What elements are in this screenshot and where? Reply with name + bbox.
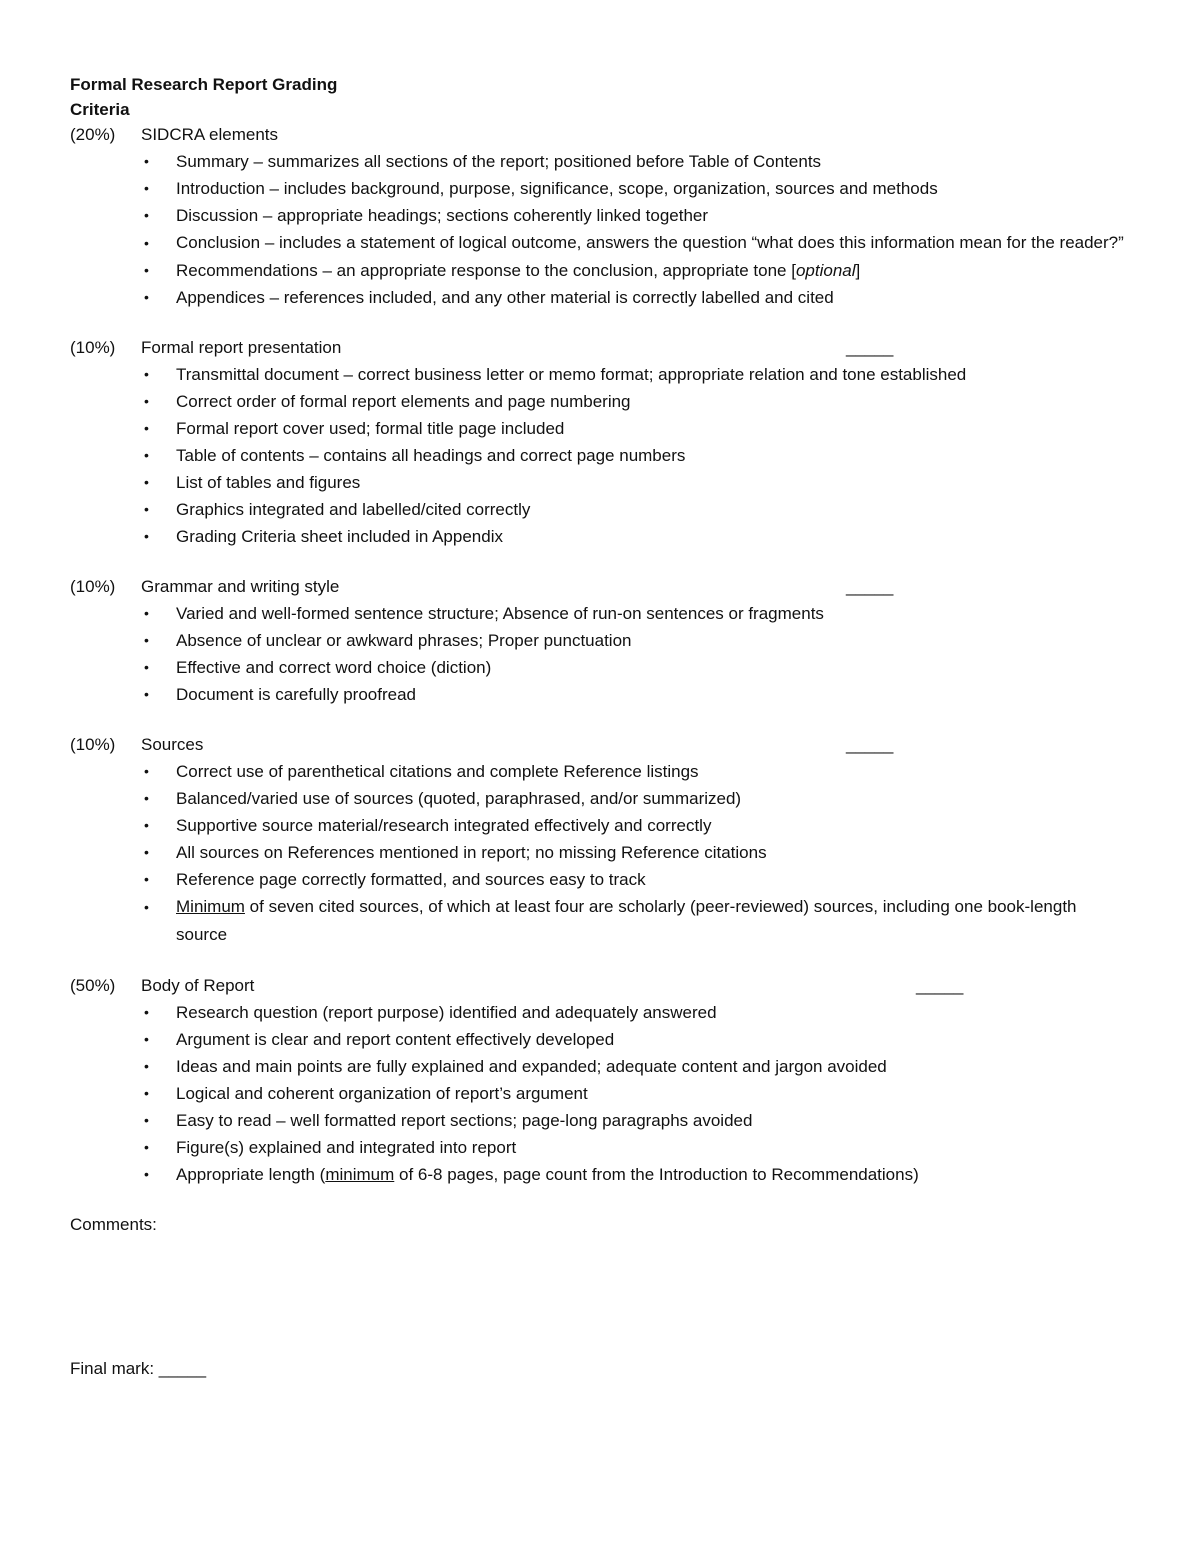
criteria-item [70, 1107, 1130, 1134]
section-header [70, 973, 1130, 999]
criteria-item [70, 999, 1130, 1026]
criteria-item [70, 442, 1130, 469]
section-weight: (10%) [70, 735, 116, 754]
section-body-of-report [70, 973, 1130, 1188]
bullet-icon: • [144, 686, 149, 702]
criteria-list [70, 361, 1130, 550]
criteria-item-text: Summary – summarizes all sections of the report; positioned before Table of Contents [176, 152, 822, 171]
document-title-line-1: Formal Research Report Grading [70, 75, 338, 94]
criteria-item-text: Logical and coherent organization of report’s argument [176, 1084, 588, 1103]
bullet-icon: • [144, 1112, 149, 1128]
bullet-icon: • [144, 393, 149, 409]
criteria-item-text: Research question (report purpose) identified and adequately answered [176, 1003, 717, 1022]
section-gap [70, 1188, 1130, 1212]
score-blank: _____ [846, 577, 894, 596]
section-gap [70, 311, 1130, 335]
criteria-item [70, 1080, 1130, 1107]
criteria-item [70, 1026, 1130, 1053]
criteria-item [70, 284, 1130, 311]
bullet-icon: • [144, 207, 149, 223]
criteria-item [70, 866, 1130, 893]
minimum-underlined-text: Minimum [176, 897, 245, 916]
bullet-icon: • [144, 1139, 149, 1155]
criteria-item [70, 785, 1130, 812]
bullet-icon: • [144, 1004, 149, 1020]
minimum-underlined-text: minimum [325, 1165, 395, 1184]
bullet-icon: • [144, 262, 149, 278]
criteria-item-text: Document is carefully proofread [176, 685, 417, 704]
criteria-item-text: Argument is clear and report content effectively developed [176, 1030, 615, 1049]
criteria-item-text: Grading Criteria sheet included in Appendix [176, 527, 503, 546]
score-blank: _____ [846, 338, 894, 357]
section-title: Formal report presentation [141, 338, 342, 357]
criteria-list [70, 600, 1130, 708]
criteria-item-text: Discussion – appropriate headings; sections coherently linked together [176, 206, 709, 225]
section-header [70, 335, 1130, 361]
criteria-item-text: Correct order of formal report elements and page numbering [176, 392, 631, 411]
criteria-item [70, 681, 1130, 708]
section-title: SIDCRA elements [141, 125, 278, 144]
criteria-item-text: Transmittal document – correct business letter or memo format; appropriate relation and tone established [176, 365, 967, 384]
bullet-icon: • [144, 1166, 149, 1182]
section-gap [70, 949, 1130, 973]
criteria-item [70, 627, 1130, 654]
criteria-item-text: Figure(s) explained and integrated into report [176, 1138, 517, 1157]
comments-label: Comments: [70, 1215, 157, 1234]
criteria-item [70, 202, 1130, 229]
criteria-item-text: Graphics integrated and labelled/cited correctly [176, 500, 531, 519]
criteria-item-text: Ideas and main points are fully explained and expanded; adequate content and jargon avoided [176, 1057, 887, 1076]
criteria-item [70, 758, 1130, 785]
bullet-icon: • [144, 1085, 149, 1101]
criteria-item [70, 361, 1130, 388]
final-mark-label: Final mark: _____ [70, 1359, 207, 1378]
criteria-item-text-end: of 6-8 pages, page count from the Introduction to Recommendations) [394, 1165, 919, 1184]
bullet-icon: • [144, 180, 149, 196]
bullet-icon: • [144, 289, 149, 305]
section-weight: (50%) [70, 976, 116, 995]
criteria-list [70, 999, 1130, 1188]
bullet-icon: • [144, 659, 149, 675]
criteria-item-text: Absence of unclear or awkward phrases; Proper punctuation [176, 631, 632, 650]
criteria-item [70, 1053, 1130, 1080]
criteria-item [70, 148, 1130, 175]
criteria-item [70, 523, 1130, 550]
criteria-item [70, 1161, 1130, 1188]
bullet-icon: • [144, 1058, 149, 1074]
bullet-icon: • [144, 528, 149, 544]
criteria-item-text: All sources on References mentioned in report; no missing Reference citations [176, 843, 767, 862]
bullet-icon: • [144, 605, 149, 621]
bullet-icon: • [144, 817, 149, 833]
criteria-item-text: Recommendations – an appropriate response to the conclusion, appropriate tone [ [176, 261, 796, 280]
section-title: Body of Report [141, 976, 255, 995]
bullet-icon: • [144, 447, 149, 463]
criteria-item-text: Reference page correctly formatted, and sources easy to track [176, 870, 646, 889]
criteria-item [70, 893, 1130, 949]
section-title: Grammar and writing style [141, 577, 340, 596]
criteria-item-text: Correct use of parenthetical citations and complete Reference listings [176, 762, 699, 781]
bullet-icon: • [144, 420, 149, 436]
grading-criteria-page [70, 72, 1130, 1238]
criteria-item [70, 600, 1130, 627]
criteria-item [70, 175, 1130, 202]
bullet-icon: • [144, 235, 149, 251]
score-blank: _____ [846, 735, 894, 754]
criteria-list [70, 148, 1130, 311]
bullet-icon: • [144, 1031, 149, 1047]
criteria-item-text: Appendices – references included, and any other material is correctly labelled and cited [176, 288, 834, 307]
criteria-item-text: Formal report cover used; formal title page included [176, 419, 565, 438]
section-gap [70, 708, 1130, 732]
criteria-item-text: Conclusion – includes a statement of logical outcome, answers the question “what does this information mean for the reader?” [176, 233, 1124, 252]
document-title-line-2: Criteria [70, 100, 130, 119]
bullet-icon: • [144, 763, 149, 779]
criteria-item-text: Easy to read – well formatted report sections; page-long paragraphs avoided [176, 1111, 753, 1130]
bullet-icon: • [144, 790, 149, 806]
section-weight: (20%) [70, 125, 116, 144]
optional-italic-text: optional [795, 261, 856, 280]
bullet-icon: • [144, 153, 149, 169]
criteria-item [70, 496, 1130, 523]
section-weight: (10%) [70, 577, 116, 596]
criteria-item-text-end: ] [855, 261, 861, 280]
criteria-item-text: of seven cited sources, of which at least four are scholarly (peer-reviewed) sources, including one book-length source [176, 897, 1077, 944]
criteria-item [70, 388, 1130, 415]
score-blank: _____ [916, 976, 964, 995]
section-header [70, 732, 1130, 758]
section-grammar-writing-style [70, 574, 1130, 708]
criteria-item [70, 229, 1130, 257]
bullet-icon: • [144, 474, 149, 490]
section-formal-report-presentation [70, 335, 1130, 550]
bullet-icon: • [144, 899, 149, 915]
criteria-item [70, 1134, 1130, 1161]
section-gap [70, 550, 1130, 574]
criteria-item-text: Supportive source material/research integrated effectively and correctly [176, 816, 712, 835]
criteria-item [70, 257, 1130, 284]
criteria-item-text: Table of contents – contains all headings and correct page numbers [176, 446, 686, 465]
criteria-item-text: Appropriate length ( [176, 1165, 326, 1184]
criteria-item-text: Balanced/varied use of sources (quoted, paraphrased, and/or summarized) [176, 789, 742, 808]
criteria-item [70, 812, 1130, 839]
bullet-icon: • [144, 844, 149, 860]
section-header [70, 122, 1130, 148]
criteria-item-text: Varied and well-formed sentence structure; Absence of run-on sentences or fragments [176, 604, 824, 623]
bullet-icon: • [144, 871, 149, 887]
bullet-icon: • [144, 632, 149, 648]
criteria-item-text: List of tables and figures [176, 473, 361, 492]
section-title: Sources [141, 735, 204, 754]
criteria-item-text: Introduction – includes background, purpose, significance, scope, organization, sources and methods [176, 179, 938, 198]
section-sidcra [70, 122, 1130, 311]
criteria-item [70, 469, 1130, 496]
criteria-item [70, 654, 1130, 681]
section-header [70, 574, 1130, 600]
criteria-list [70, 758, 1130, 949]
section-sources [70, 732, 1130, 949]
criteria-item-text: Effective and correct word choice (diction) [176, 658, 492, 677]
criteria-item [70, 839, 1130, 866]
criteria-item [70, 415, 1130, 442]
bullet-icon: • [144, 366, 149, 382]
section-weight: (10%) [70, 338, 116, 357]
bullet-icon: • [144, 501, 149, 517]
